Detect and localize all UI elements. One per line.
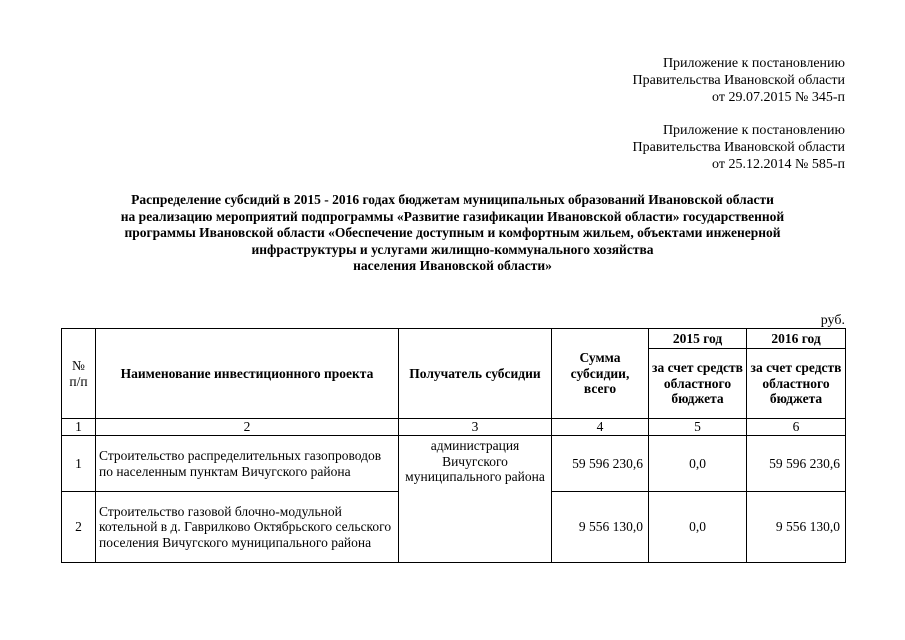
project-name: Строительство распределительных газопроводов по населенным пунктам Вичугского района [96, 436, 399, 492]
total-amount: 9 556 130,0 [552, 492, 649, 563]
title-line: инфраструктуры и услугами жилищно-коммунального хозяйства [251, 241, 654, 257]
appendix-line: Правительства Ивановской области [632, 140, 845, 155]
column-number: 2 [96, 419, 399, 436]
header-source-2015: за счет средств областного бюджета [649, 349, 747, 419]
subsidy-table [61, 328, 846, 563]
appendix-reference-2 [633, 122, 845, 173]
row-num: 2 [62, 492, 96, 563]
amount-2015: 0,0 [649, 436, 747, 492]
total-amount: 59 596 230,6 [552, 436, 649, 492]
recipient-name: администрация Вичугского муниципального района [399, 436, 552, 563]
column-number: 5 [649, 419, 747, 436]
appendix-reference-1 [633, 55, 845, 106]
document-title [60, 192, 845, 275]
appendix-line: Правительства Ивановской области [632, 73, 845, 88]
currency-unit: руб. [820, 313, 845, 328]
appendix-line: Приложение к постановлению [662, 56, 845, 71]
table-row [62, 436, 846, 492]
header-year-2015: 2015 год [649, 329, 747, 349]
title-line: программы Ивановской области «Обеспечение доступным и комфортным жильем, объектами инженерной [124, 225, 781, 240]
amount-2016: 59 596 230,6 [747, 436, 846, 492]
title-line: населения Ивановской области» [353, 258, 552, 273]
header-source-2016: за счет средств областного бюджета [747, 349, 846, 419]
header-recipient: Получатель субсидии [399, 329, 552, 419]
appendix-line: Приложение к постановлению [662, 123, 845, 138]
column-number: 1 [62, 419, 96, 436]
row-num: 1 [62, 436, 96, 492]
appendix-line: от 29.07.2015 № 345-п [712, 90, 845, 105]
project-name: Строительство газовой блочно-модульной котельной в д. Гаврилково Октябрьского сельского поселения Вичугского муниципального района [96, 492, 399, 563]
header-project: Наименование инвестиционного проекта [96, 329, 399, 419]
column-number: 3 [399, 419, 552, 436]
amount-2015: 0,0 [649, 492, 747, 563]
header-year-2016: 2016 год [747, 329, 846, 349]
header-total: Сумма субсидии, всего [552, 329, 649, 419]
column-number: 4 [552, 419, 649, 436]
title-line: Распределение субсидий в 2015 - 2016 годах бюджетам муниципальных образований Ивановской области [131, 192, 774, 207]
title-line: на реализацию мероприятий подпрограммы «Развитие газификации Ивановской области» государственной [120, 208, 785, 224]
header-row [62, 329, 846, 349]
column-number-row [62, 419, 846, 436]
column-number: 6 [747, 419, 846, 436]
appendix-line: от 25.12.2014 № 585-п [712, 157, 845, 172]
header-num: № п/п [62, 329, 96, 419]
amount-2016: 9 556 130,0 [747, 492, 846, 563]
